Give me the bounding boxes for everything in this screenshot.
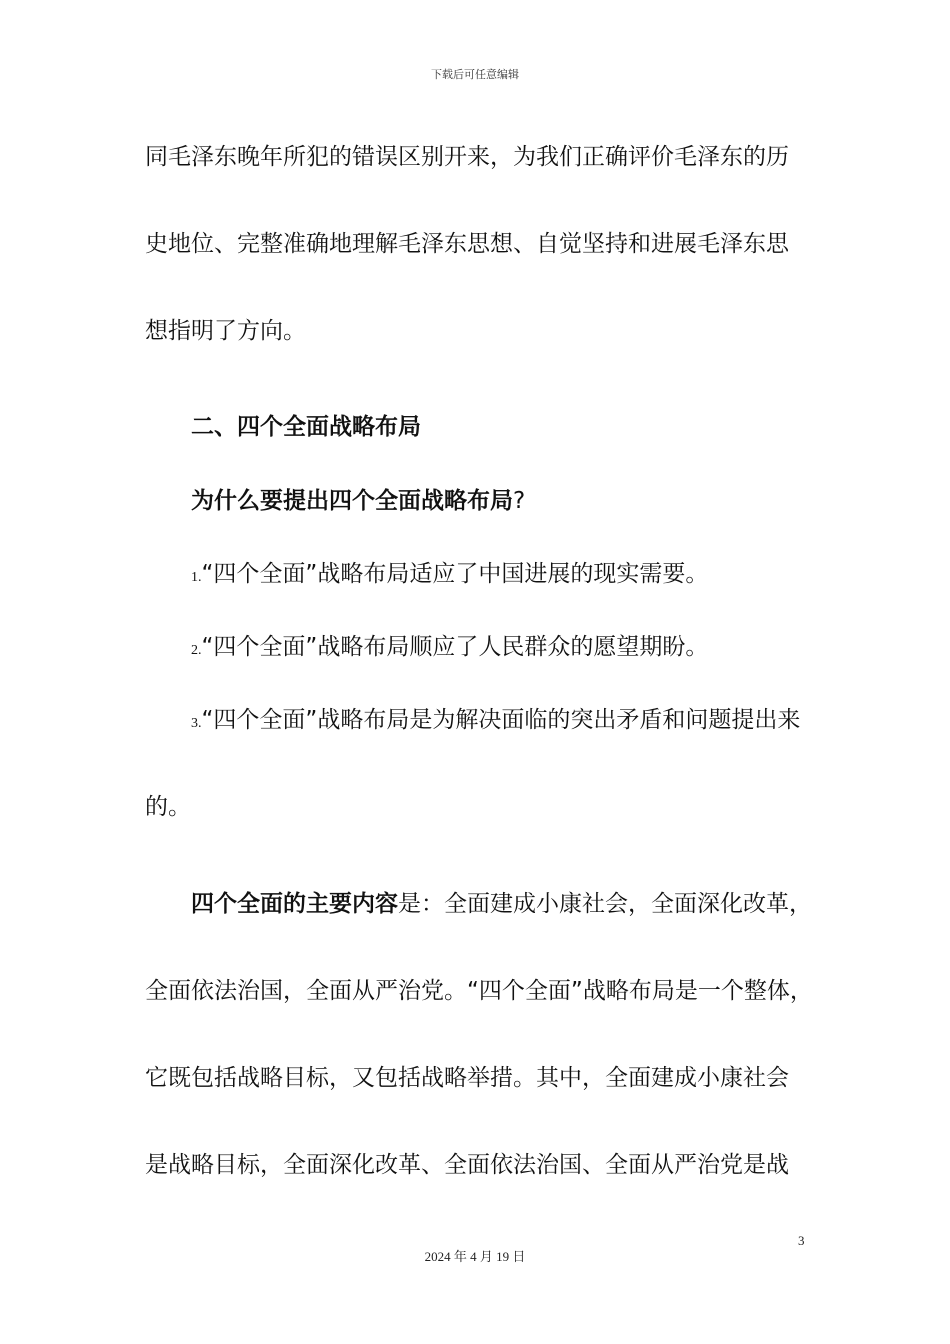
section-heading: 二、四个全面战略布局 [191, 414, 421, 440]
list-item-number: 3. [191, 716, 202, 731]
question-heading [191, 482, 525, 515]
paragraph-line: 是战略目标，全面深化改革、全面依法治国、全面从严治党是战 [145, 1152, 789, 1178]
paragraph-line: 史地位、完整准确地理解毛泽东思想、自觉坚持和进展毛泽东思 [145, 231, 789, 257]
list-item-text: “四个全面”战略布局顺应了人民群众的愿望期盼。 [201, 634, 709, 660]
list-item [191, 555, 708, 588]
question-text: 为什么要提出四个全面战略布局 [191, 488, 513, 514]
list-item-text: “四个全面”战略布局是为解决面临的突出矛盾和问题提出来 [201, 707, 801, 733]
paragraph-line [191, 885, 812, 918]
list-item-continuation: 的。 [145, 794, 191, 820]
list-item [191, 701, 800, 734]
list-item-number: 1. [191, 570, 202, 585]
lead-term: 四个全面的主要内容 [191, 891, 398, 917]
paragraph-line: 想指明了方向。 [145, 318, 306, 344]
list-item-number: 2. [191, 643, 202, 658]
paragraph-line: 全面依法治国，全面从严治党。“四个全面”战略布局是一个整体， [145, 978, 813, 1004]
list-item-text: “四个全面”战略布局适应了中国进展的现实需要。 [201, 561, 709, 587]
page-footer-date: 2024 年 4 月 19 日 [424, 1249, 526, 1264]
question-mark: ? [513, 488, 526, 514]
list-item [191, 628, 708, 661]
paragraph-line: 同毛泽东晚年所犯的错误区别开来，为我们正确评价毛泽东的历 [145, 144, 789, 170]
paragraph-line: 它既包括战略目标，又包括战略举措。其中，全面建成小康社会 [145, 1065, 789, 1091]
page-header: 下载后可任意编辑 [431, 68, 519, 81]
page-number: 3 [798, 1233, 805, 1248]
lead-rest: 是：全面建成小康社会，全面深化改革， [398, 891, 812, 917]
